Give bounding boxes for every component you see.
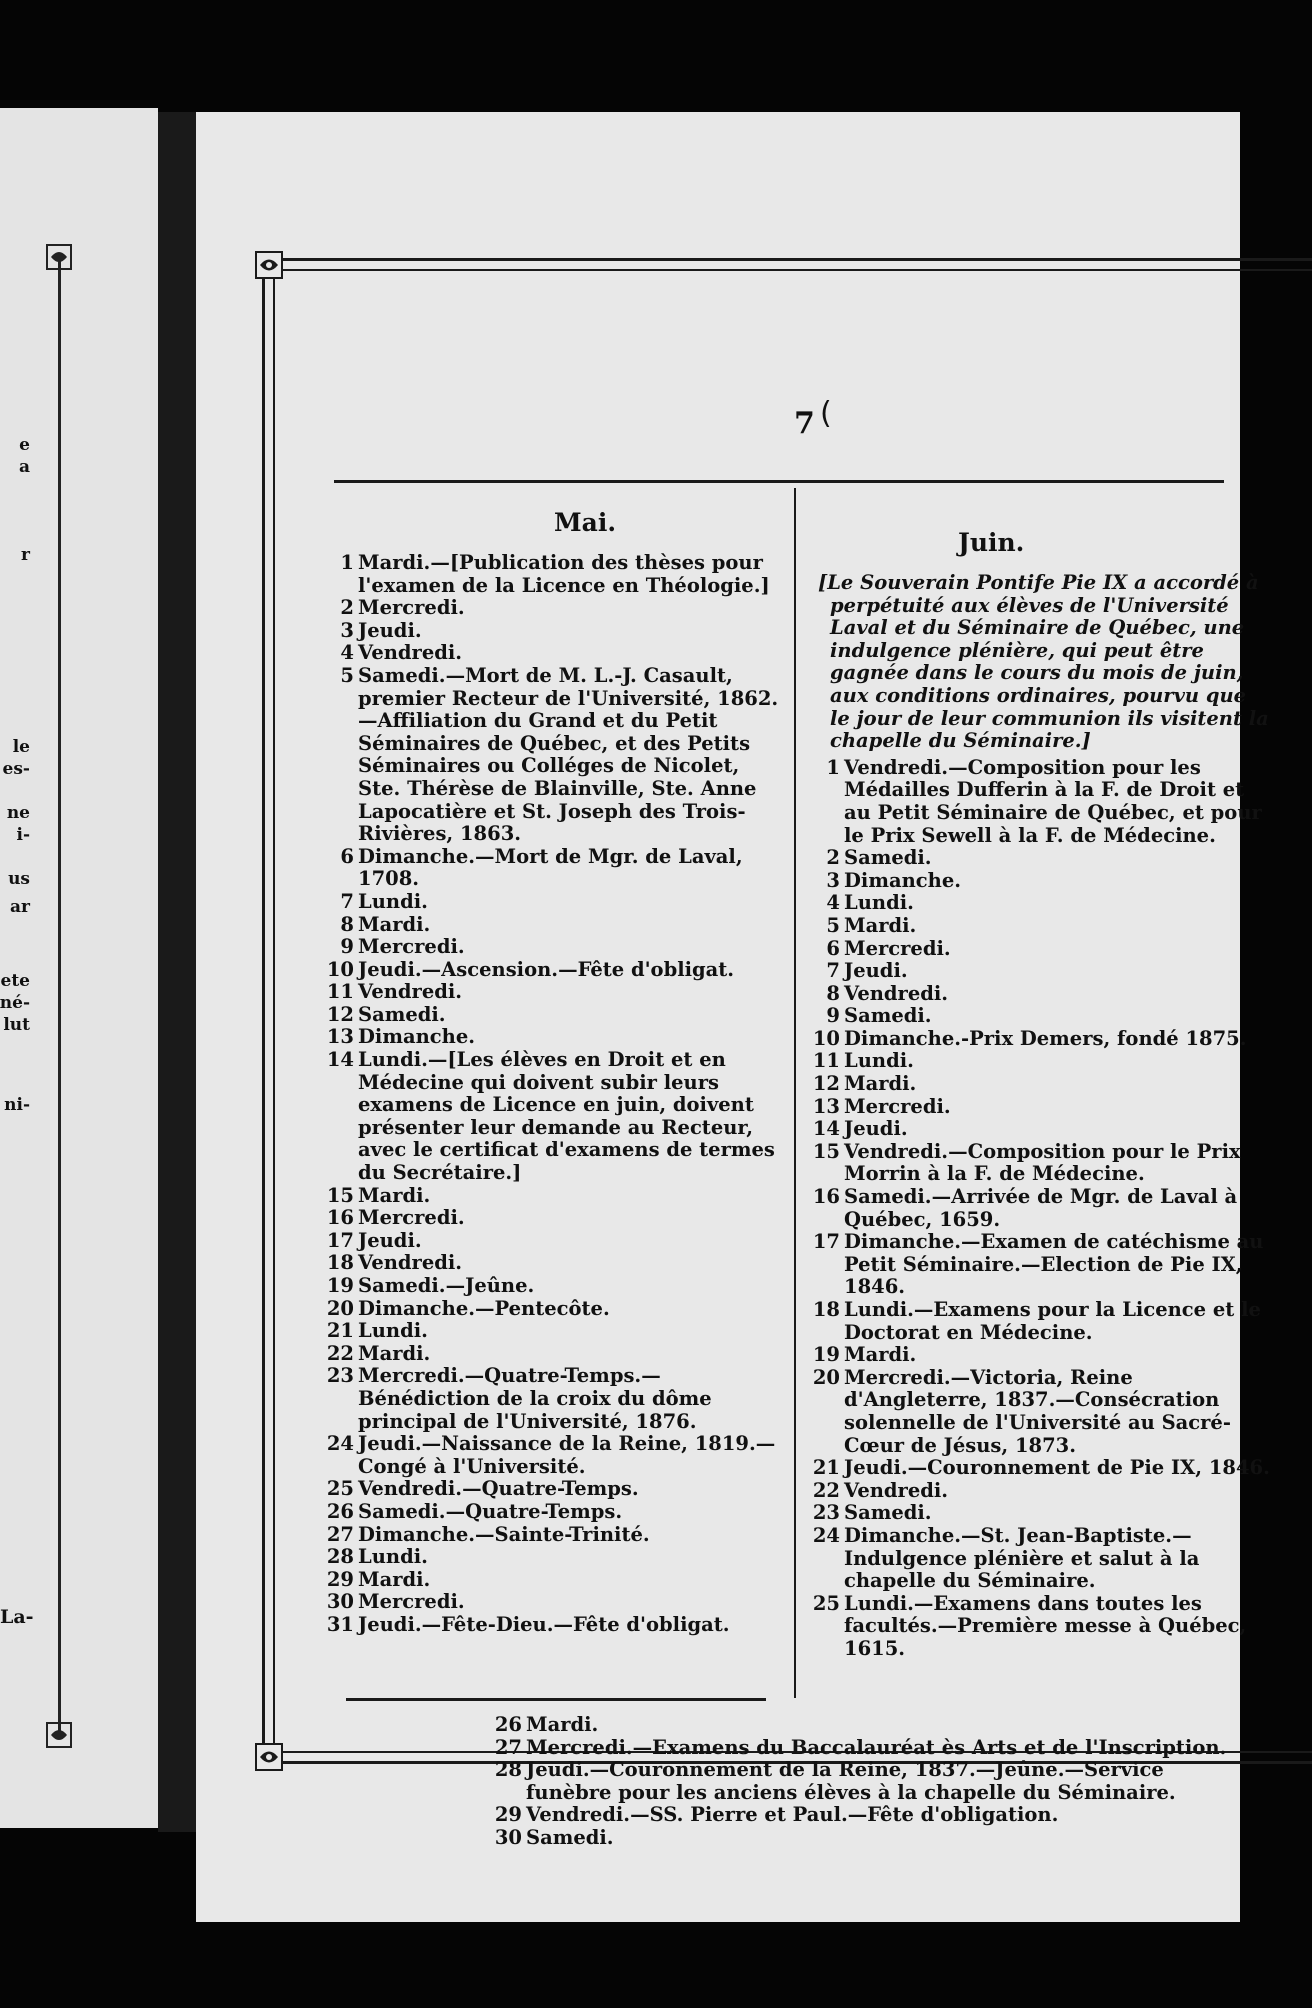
entry-day: 8 xyxy=(826,981,840,1005)
calendar-entry xyxy=(326,665,781,846)
entry-day: 14 xyxy=(326,1048,354,1072)
entry-day: 1 xyxy=(826,755,840,779)
entry-text: Vendredi.—SS. Pierre et Paul.—Fête d'obligation. xyxy=(526,1803,1059,1827)
entry-text: Samedi.—Jeûne. xyxy=(358,1274,535,1297)
calendar-entry xyxy=(812,1344,1272,1367)
entry-day: 8 xyxy=(340,912,354,936)
fragment: ar xyxy=(10,897,30,917)
entry-day: 14 xyxy=(812,1117,840,1141)
mai-column xyxy=(326,552,781,1637)
calendar-entry xyxy=(326,552,781,597)
calendar-entry xyxy=(494,1827,1254,1850)
calendar-entry xyxy=(326,1185,781,1208)
entry-day: 18 xyxy=(812,1298,840,1321)
entry-text: Mardi. xyxy=(358,912,431,936)
entry-text: Mardi. xyxy=(358,1567,431,1591)
handwritten-mark: ( xyxy=(820,396,832,431)
entry-day: 15 xyxy=(326,1183,354,1207)
fragment: r xyxy=(21,545,30,565)
fragment: us xyxy=(8,869,30,889)
fragment: ni- xyxy=(4,1095,30,1115)
entry-day: 25 xyxy=(812,1591,840,1615)
entry-text: Vendredi.—Composition pour le Prix Morrin à la F. de Médecine. xyxy=(844,1139,1241,1186)
month-title-mai: Mai. xyxy=(554,508,617,537)
entry-day: 6 xyxy=(340,844,354,868)
entry-text: Jeudi.—Ascension.—Fête d'obligat. xyxy=(358,957,735,981)
entry-day: 30 xyxy=(494,1825,522,1849)
entry-day: 24 xyxy=(326,1432,354,1456)
entry-text: Dimanche. xyxy=(844,868,962,892)
entry-text: Mardi. xyxy=(526,1713,599,1736)
entry-text: Mardi.—[Publication des thèses pour l'examen de la Licence en Théologie.] xyxy=(358,551,770,597)
entry-day: 31 xyxy=(326,1612,354,1636)
entry-day: 10 xyxy=(812,1026,840,1050)
entry-day: 19 xyxy=(326,1274,354,1297)
fragment: e xyxy=(19,435,30,455)
calendar-entry xyxy=(812,1299,1272,1344)
entry-day: 28 xyxy=(326,1545,354,1569)
entry-day: 20 xyxy=(326,1296,354,1320)
entry-text: Lundi. xyxy=(844,891,914,915)
entry-text: Jeudi.—Couronnement de Pie IX, 1846. xyxy=(844,1456,1270,1480)
entry-day: 7 xyxy=(826,959,840,983)
entry-day: 26 xyxy=(494,1713,522,1736)
entry-text: Jeudi. xyxy=(844,1117,908,1141)
entry-text: Dimanche.—Examen de catéchisme au Petit Séminaire.—Election de Pie IX, 1846. xyxy=(844,1230,1264,1299)
entry-day: 11 xyxy=(326,980,354,1004)
calendar-entry xyxy=(326,936,781,959)
entry-text: Mercredi.—Examens du Baccalauréat ès Arts et de l'Inscription. xyxy=(526,1735,1227,1759)
calendar-entry xyxy=(812,960,1272,983)
calendar-entry xyxy=(326,1004,781,1027)
column-separator xyxy=(794,488,796,1698)
calendar-entry xyxy=(326,1478,781,1501)
frame-left-rule xyxy=(262,270,275,1755)
entry-text: Mardi. xyxy=(358,1183,431,1207)
entry-text: Lundi.—Examens dans toutes les facultés.—Première messe à Québec, 1615. xyxy=(844,1591,1247,1660)
calendar-entry xyxy=(326,1569,781,1592)
entry-day: 5 xyxy=(340,663,354,687)
entry-text: Jeudi.—Naissance de la Reine, 1819.—Congé à l'Université. xyxy=(358,1432,776,1478)
juin-tail-entries xyxy=(494,1714,1254,1850)
entry-text: Jeudi. xyxy=(844,959,908,983)
calendar-entry xyxy=(812,915,1272,938)
entry-text: Mardi. xyxy=(844,1072,917,1096)
calendar-entry xyxy=(812,870,1272,893)
calendar-entry xyxy=(326,1298,781,1321)
calendar-entry xyxy=(812,1593,1272,1661)
page-number: 7 xyxy=(794,406,815,441)
calendar-entry xyxy=(812,1028,1272,1051)
entry-day: 19 xyxy=(812,1343,840,1367)
entry-text: Dimanche. xyxy=(358,1025,476,1049)
left-page-text-fragments xyxy=(0,108,60,1828)
book-gutter xyxy=(158,112,196,1832)
entry-day: 16 xyxy=(326,1206,354,1230)
entry-day: 4 xyxy=(826,891,840,915)
entry-text: Jeudi. xyxy=(358,618,422,642)
entry-day: 1 xyxy=(340,551,354,574)
fragment: né- xyxy=(0,993,30,1013)
entry-text: Samedi. xyxy=(526,1825,614,1849)
entry-day: 3 xyxy=(826,868,840,892)
calendar-entry xyxy=(812,847,1272,870)
fragment: le xyxy=(12,737,30,757)
calendar-entry xyxy=(326,846,781,891)
calendar-entry xyxy=(494,1804,1254,1827)
entry-day: 2 xyxy=(340,596,354,620)
entry-day: 13 xyxy=(326,1025,354,1049)
entry-day: 22 xyxy=(812,1478,840,1502)
entry-text: Mercredi.—Quatre-Temps.—Bénédiction de la croix du dôme principal de l'Université, 1876. xyxy=(358,1364,712,1433)
entry-day: 7 xyxy=(340,889,354,913)
entry-day: 15 xyxy=(812,1139,840,1163)
calendar-entry xyxy=(326,1320,781,1343)
calendar-entry xyxy=(494,1759,1254,1804)
entry-day: 28 xyxy=(494,1758,522,1782)
fragment: ne xyxy=(6,803,30,823)
calendar-entry xyxy=(494,1737,1254,1760)
entry-day: 6 xyxy=(826,936,840,960)
entry-text: Mercredi. xyxy=(844,936,951,960)
entry-day: 3 xyxy=(340,618,354,642)
juin-entries xyxy=(812,757,1272,1661)
entry-text: Lundi. xyxy=(358,889,428,913)
entry-text: Mercredi. xyxy=(358,1590,465,1614)
entry-day: 29 xyxy=(326,1567,354,1591)
calendar-entry xyxy=(326,597,781,620)
calendar-entry xyxy=(812,1118,1272,1141)
calendar-entry xyxy=(326,1546,781,1569)
entry-text: Dimanche.-Prix Demers, fondé 1875. xyxy=(844,1026,1247,1050)
entry-day: 12 xyxy=(812,1072,840,1096)
entry-text: Dimanche.—Sainte-Trinité. xyxy=(358,1522,650,1546)
calendar-entry xyxy=(326,1275,781,1298)
entry-text: Mercredi. xyxy=(844,1094,951,1118)
entry-day: 2 xyxy=(826,846,840,870)
calendar-entry xyxy=(326,1026,781,1049)
calendar-entry xyxy=(812,1525,1272,1593)
entry-day: 30 xyxy=(326,1590,354,1614)
calendar-entry xyxy=(326,891,781,914)
fragment: es- xyxy=(2,759,30,779)
entry-text: Samedi. xyxy=(844,846,932,870)
entry-text: Vendredi. xyxy=(358,980,463,1004)
calendar-entry xyxy=(812,757,1272,847)
frame-ornament-icon xyxy=(254,250,284,280)
entry-text: Jeudi.—Couronnement de la Reine, 1837.—Jeûne.—Service funèbre pour les anciens élèves à la chapelle du Séminaire. xyxy=(526,1758,1176,1804)
calendar-entry xyxy=(326,1365,781,1433)
entry-day: 5 xyxy=(826,913,840,937)
fragment: lut xyxy=(3,1015,30,1035)
calendar-page xyxy=(196,112,1270,1922)
calendar-entry xyxy=(812,983,1272,1006)
entry-day: 23 xyxy=(812,1501,840,1525)
fragment: ete xyxy=(0,971,30,991)
entry-day: 24 xyxy=(812,1523,840,1547)
juin-column xyxy=(812,572,1272,1661)
entry-text: Vendredi.—Quatre-Temps. xyxy=(358,1477,639,1501)
entry-day: 4 xyxy=(340,641,354,665)
entry-day: 18 xyxy=(326,1251,354,1275)
calendar-entry xyxy=(326,1501,781,1524)
entry-text: Mercredi. xyxy=(358,935,465,959)
entry-day: 9 xyxy=(340,935,354,959)
calendar-entry xyxy=(326,1230,781,1253)
calendar-entry xyxy=(494,1714,1254,1737)
entry-day: 21 xyxy=(326,1319,354,1343)
entry-text: Mardi. xyxy=(844,1343,917,1367)
calendar-entry xyxy=(812,1141,1272,1186)
entry-text: Dimanche.—Mort de Mgr. de Laval, 1708. xyxy=(358,844,743,891)
entry-day: 17 xyxy=(812,1230,840,1254)
calendar-entry xyxy=(812,1367,1272,1457)
entry-text: Lundi.—Examens pour la Licence et le Doctorat en Médecine. xyxy=(844,1298,1261,1344)
entry-text: Mardi. xyxy=(844,913,917,937)
entry-text: Samedi.—Arrivée de Mgr. de Laval à Québec, 1659. xyxy=(844,1185,1238,1231)
calendar-entry xyxy=(326,1207,781,1230)
entry-text: Mardi. xyxy=(358,1341,431,1365)
entry-day: 13 xyxy=(812,1094,840,1118)
calendar-entry xyxy=(812,1502,1272,1525)
entry-text: Lundi.—[Les élèves en Droit et en Médecine qui doivent subir leurs examens de Licence en juin, doivent présenter leur demande au Recteur, avec le certificat d'examens de termes du Secrétaire.] xyxy=(358,1048,775,1185)
calendar-entry xyxy=(326,1591,781,1614)
entry-text: Dimanche.—Pentecôte. xyxy=(358,1296,610,1320)
entry-text: Jeudi.—Fête-Dieu.—Fête d'obligat. xyxy=(358,1612,730,1636)
calendar-entry xyxy=(326,959,781,982)
calendar-entry xyxy=(812,1480,1272,1503)
calendar-entry xyxy=(326,914,781,937)
entry-day: 12 xyxy=(326,1002,354,1026)
calendar-entry xyxy=(812,1005,1272,1028)
entry-text: Dimanche.—St. Jean-Baptiste.—Indulgence plénière et salut à la chapelle du Séminaire. xyxy=(844,1523,1200,1593)
entry-text: Lundi. xyxy=(358,1319,428,1343)
calendar-entry xyxy=(812,1186,1272,1231)
calendar-entry xyxy=(812,1050,1272,1073)
entry-day: 11 xyxy=(812,1049,840,1073)
calendar-entry xyxy=(812,1231,1272,1299)
entry-text: Samedi. xyxy=(844,1501,932,1525)
entry-text: Samedi. xyxy=(358,1002,446,1026)
entry-text: Vendredi. xyxy=(844,1478,949,1502)
entry-day: 29 xyxy=(494,1803,522,1827)
column-end-rule xyxy=(346,1698,766,1701)
page-frame xyxy=(254,250,1312,1849)
entry-day: 26 xyxy=(326,1499,354,1523)
entry-day: 22 xyxy=(326,1341,354,1365)
calendar-entry xyxy=(812,1073,1272,1096)
entry-day: 16 xyxy=(812,1185,840,1209)
calendar-entry xyxy=(326,1049,781,1185)
fragment: a xyxy=(18,457,30,477)
entry-text: Vendredi.—Composition pour les Médailles Dufferin à la F. de Droit et au Petit Séminaire de Québec, et pour le Prix Sewell à la F. de Médecine. xyxy=(844,755,1262,847)
entry-text: Vendredi. xyxy=(358,641,463,665)
entry-text: Samedi.—Quatre-Temps. xyxy=(358,1499,623,1523)
entry-text: Lundi. xyxy=(358,1545,428,1569)
entry-day: 20 xyxy=(812,1365,840,1389)
juin-indulgence-note: [Le Souverain Pontife Pie IX a accordé à perpétuité aux élèves de l'Université Laval et du Séminaire de Québec, une indulgence plénière, qui peut être gagnée dans le cours du mois de juin, aux conditions ordinaires, pourvu que le jour de leur communion ils visitent la chapelle du Séminaire.] xyxy=(818,571,1269,753)
entry-day: 27 xyxy=(326,1522,354,1546)
calendar-entry xyxy=(326,1524,781,1547)
entry-text: Samedi.—Mort de M. L.-J. Casault, premier Recteur de l'Université, 1862.—Affiliation du Grand et du Petit Séminaires de Québec, et des Petits Séminaires ou Colléges de Nicolet, Ste. Thérèse de Blainville, Ste. Anne Lapocatière et St. Joseph des Trois-Rivières, 1863. xyxy=(358,663,779,846)
calendar-entry xyxy=(326,981,781,1004)
frame-ornament-icon xyxy=(254,1742,284,1772)
entry-day: 17 xyxy=(326,1228,354,1252)
calendar-entry xyxy=(812,938,1272,961)
entry-text: Vendredi. xyxy=(844,981,949,1005)
entry-text: Mercredi. xyxy=(358,596,465,620)
header-rule xyxy=(334,480,1224,483)
entry-text: Vendredi. xyxy=(358,1251,463,1275)
entry-text: Lundi. xyxy=(844,1049,914,1073)
left-page-bottom-fragment: La- xyxy=(0,1606,34,1628)
calendar-entry xyxy=(812,1457,1272,1480)
calendar-entry xyxy=(326,1614,781,1637)
fragment: i- xyxy=(16,825,30,845)
calendar-entry xyxy=(812,1096,1272,1119)
entry-text: Mercredi.—Victoria, Reine d'Angleterre, 1837.—Consécration solennelle de l'Université au Sacré-Cœur de Jésus, 1873. xyxy=(844,1365,1231,1457)
calendar-entry xyxy=(326,1252,781,1275)
entry-day: 9 xyxy=(826,1004,840,1028)
calendar-entry xyxy=(326,1343,781,1366)
entry-day: 21 xyxy=(812,1456,840,1480)
left-page-fragment xyxy=(0,108,158,1828)
calendar-entry xyxy=(812,892,1272,915)
entry-text: Jeudi. xyxy=(358,1228,422,1252)
frame-top-rule xyxy=(272,258,1312,271)
month-title-juin: Juin. xyxy=(958,528,1025,557)
calendar-entry xyxy=(326,642,781,665)
calendar-entry xyxy=(326,1433,781,1478)
calendar-entry xyxy=(326,620,781,643)
entry-day: 27 xyxy=(494,1735,522,1759)
entry-day: 23 xyxy=(326,1364,354,1388)
entry-text: Mercredi. xyxy=(358,1206,465,1230)
entry-text: Samedi. xyxy=(844,1004,932,1028)
entry-day: 25 xyxy=(326,1477,354,1501)
entry-day: 10 xyxy=(326,957,354,981)
